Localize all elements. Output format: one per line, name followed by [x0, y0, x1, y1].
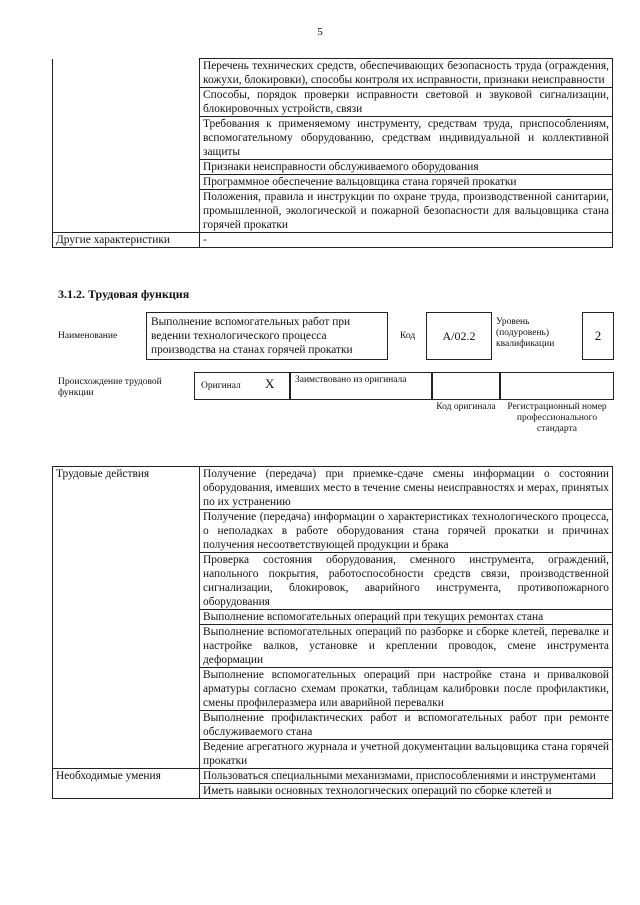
row-text: Требования к применяемому инструменту, средствам труда, приспособлениям, вспомогательному оборудованию, средствам индивидуальной и коллективной защиты [200, 117, 613, 160]
item-text: Выполнение вспомогательных операций по разборке и сборке клетей, перевалке и настройке валков, установке и креплении проводок, смене инструмента деформации [200, 625, 613, 668]
knowledge-table [52, 58, 613, 248]
table-row [53, 233, 613, 248]
row-label [53, 117, 200, 160]
original-mark: X [265, 376, 275, 391]
name-label: Наименование [58, 331, 118, 341]
origin-code-cell [432, 372, 500, 400]
group-label: Трудовые действия [53, 467, 200, 769]
page-number: 5 [317, 26, 323, 38]
qualification-level-box: 2 [582, 312, 614, 360]
reg-number-cell [500, 372, 614, 400]
row-label: Другие характеристики [53, 233, 200, 248]
function-name-box: Выполнение вспомогательных работ при ведении технологического процесса производства на станах горячей прокатки [146, 312, 388, 360]
reg-number-caption: Регистрационный номер профессионального стандарта [507, 402, 607, 434]
table-row [53, 59, 613, 88]
row-label [53, 190, 200, 233]
original-cell [194, 372, 290, 400]
item-text: Выполнение профилактических работ и вспомогательных работ при ремонте обслуживаемого стана [200, 711, 613, 740]
table-row [53, 467, 613, 510]
table-row [53, 175, 613, 190]
row-text: Способы, порядок проверки исправности световой и звуковой сигнализации, блокировочных устройств, связи [200, 88, 613, 117]
row-text: Программное обеспечение вальцовщика стана горячей прокатки [200, 175, 613, 190]
code-label: Код [400, 331, 416, 341]
origin-code-caption: Код оригинала [436, 402, 496, 412]
item-text: Ведение агрегатного журнала и учетной документации вальцовщика стана горячей прокатки [200, 740, 613, 769]
item-text: Получение (передача) при приемке-сдаче смены информации о состоянии оборудования, имевших место в течение смены неисправностях и мерах, принятых по их устранению [200, 467, 613, 510]
table-row [53, 769, 613, 784]
item-text: Выполнение вспомогательных операций при текущих ремонтах стана [200, 610, 613, 625]
item-text: Пользоваться специальными механизмами, приспособлениями и инструментами [200, 769, 613, 784]
table-row [53, 190, 613, 233]
item-text: Выполнение вспомогательных операций при настройке стана и привалковой арматуры согласно схемам прокатки, таблицам калибровки после профилактики, смены профилеразмера или аварийной перевалки [200, 668, 613, 711]
level-label: Уровень (подуровень) квалификации [496, 317, 555, 349]
original-label: Оригинал [201, 381, 241, 391]
item-text: Иметь навыки основных технологических операций по сборке клетей и [200, 784, 613, 799]
table-row [53, 88, 613, 117]
origin-row [194, 372, 614, 400]
section-title: 3.1.2. Трудовая функция [58, 287, 190, 301]
table-row [53, 160, 613, 175]
row-text: - [200, 233, 613, 248]
row-text: Признаки неисправности обслуживаемого оборудования [200, 160, 613, 175]
row-text: Перечень технических средств, обеспечивающих безопасность труда (ограждения, кожухи, блокировки), способы контроля их исправности, признаки неисправности [200, 59, 613, 88]
labor-actions-table [52, 466, 613, 799]
row-text: Положения, правила и инструкции по охране труда, производственной санитарии, промышленной, экологической и пожарной безопасности для вальцовщика стана горячей прокатки [200, 190, 613, 233]
row-label [53, 59, 200, 88]
borrowed-cell: Заимствовано из оригинала [290, 372, 432, 400]
group-label: Необходимые умения [53, 769, 200, 799]
row-label [53, 160, 200, 175]
row-label [53, 88, 200, 117]
origin-label: Происхождение трудовой функции [58, 377, 162, 398]
item-text: Получение (передача) информации о характеристиках технологического процесса, о неполадках в работе оборудования стана горячей прокатки и причинах получения несоответствующей продукции и брака [200, 510, 613, 553]
table-row [53, 117, 613, 160]
function-code-box: А/02.2 [426, 312, 492, 360]
row-label [53, 175, 200, 190]
item-text: Проверка состояния оборудования, сменного инструмента, ограждений, напольного покрытия, работоспособности средств связи, производственной сигнализации, блокировок, аварийного инструмента, противопожарного оборудования [200, 553, 613, 610]
